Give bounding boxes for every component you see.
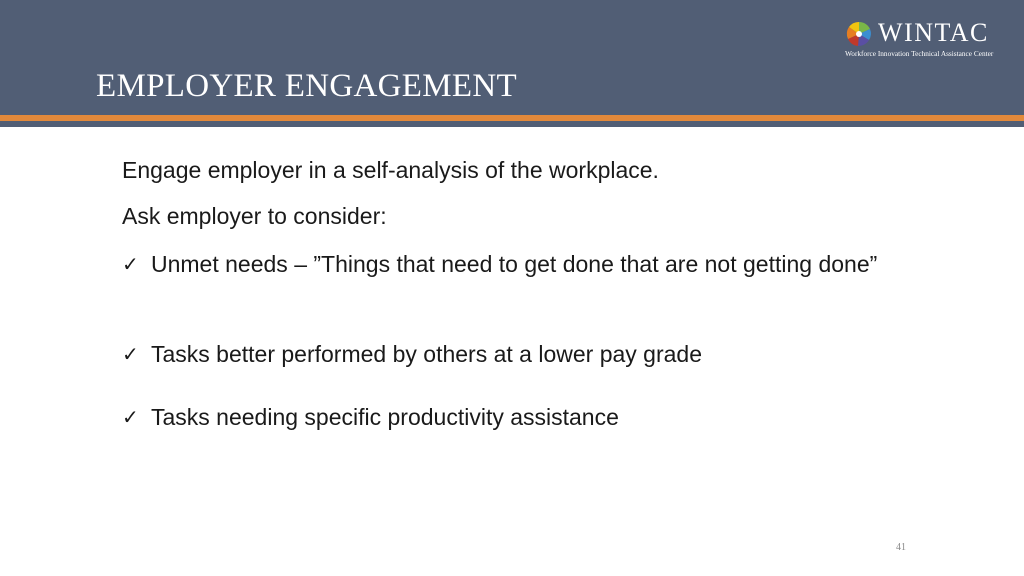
wintac-logo [845, 20, 1015, 62]
logo-subtitle: Workforce Innovation Technical Assistance Center [845, 49, 994, 58]
bullet-text: Unmet needs – ”Things that need to get done that are not getting done” [151, 251, 878, 277]
prompt-text: Ask employer to consider: [122, 203, 387, 229]
bullet-item [122, 250, 922, 278]
checkmark-icon: ✓ [122, 405, 139, 429]
intro-text: Engage employer in a self-analysis of the workplace. [122, 157, 659, 183]
bullet-text: Tasks better performed by others at a lower pay grade [151, 341, 703, 367]
checkmark-icon: ✓ [122, 342, 139, 366]
page-number: 41 [896, 542, 906, 553]
checkmark-icon: ✓ [122, 252, 139, 276]
logo-name: WINTAC [878, 18, 989, 47]
slide-title: EMPLOYER ENGAGEMENT [96, 68, 517, 104]
bullet-text: Tasks needing specific productivity assistance [151, 404, 619, 430]
bullet-item [122, 340, 922, 368]
bullet-item [122, 403, 922, 431]
header-rule [0, 121, 1024, 127]
logo-pinwheel-icon [845, 20, 873, 48]
